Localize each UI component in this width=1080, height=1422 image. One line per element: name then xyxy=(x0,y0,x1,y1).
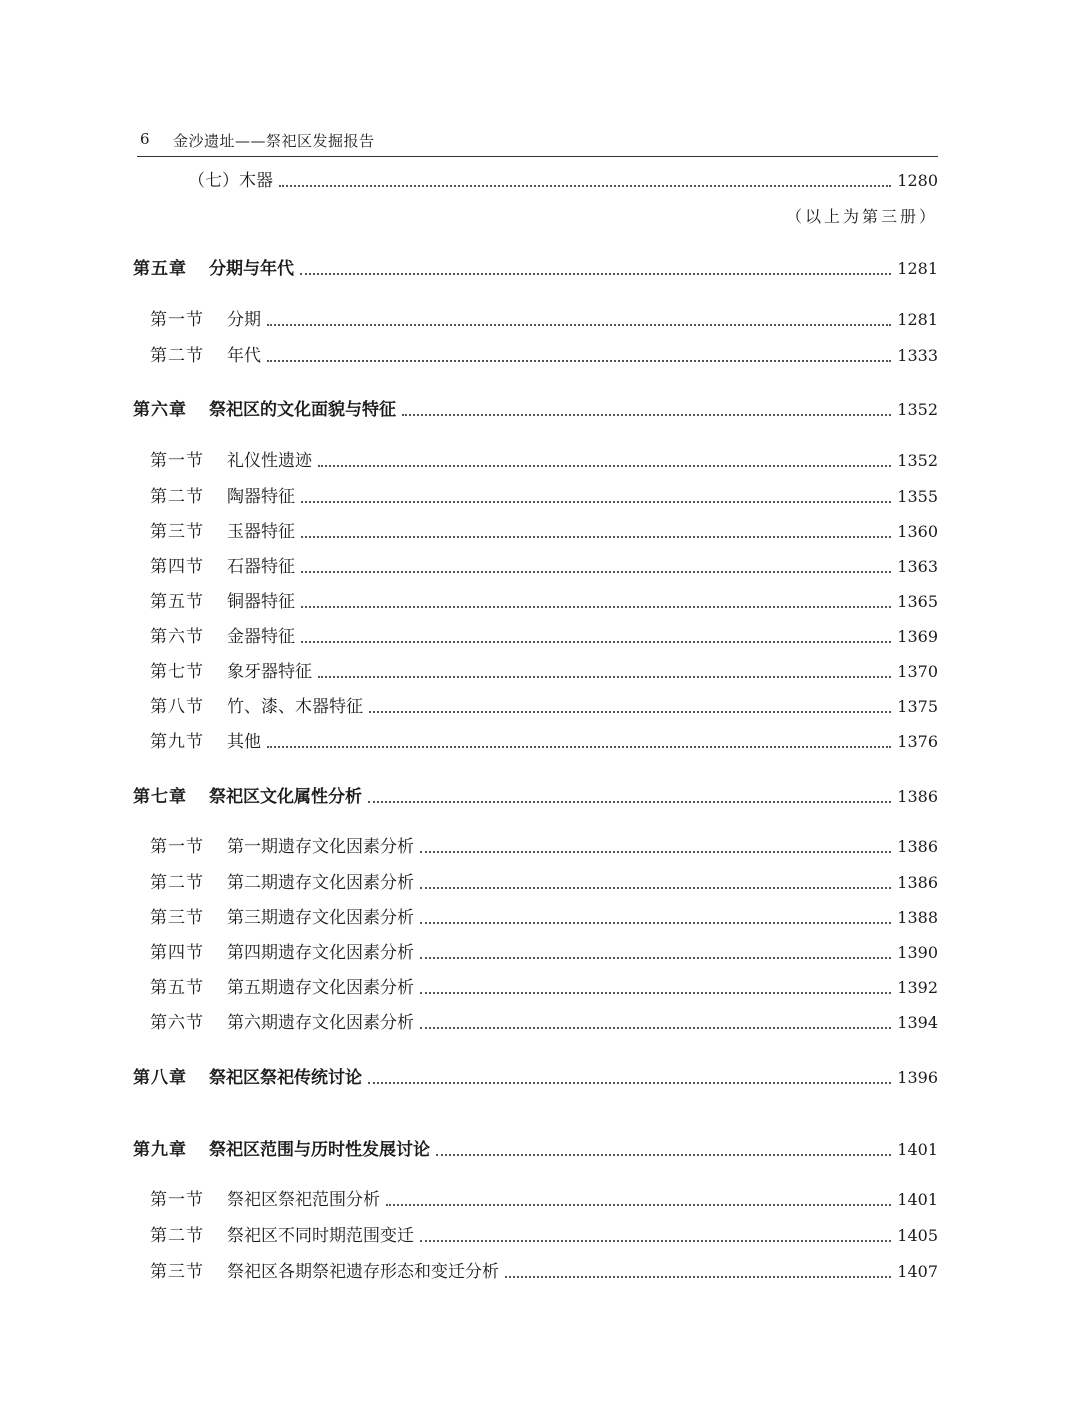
entry-page: 1376 xyxy=(897,732,938,751)
entry-page: 1386 xyxy=(897,837,938,856)
entry-page: 1333 xyxy=(897,346,938,365)
section-title: 祭祀区祭祀范围分析 xyxy=(227,1190,380,1210)
section-number: 第六节 xyxy=(150,627,204,647)
section-title: 陶器特征 xyxy=(227,487,295,507)
volume-note: （以上为第三册） xyxy=(785,207,938,226)
section-title: 礼仪性遗迹 xyxy=(227,451,312,471)
dot-leader xyxy=(267,360,891,362)
section-title: 金器特征 xyxy=(227,627,295,647)
section-number: 第三节 xyxy=(150,1262,204,1282)
dot-leader xyxy=(368,801,891,803)
section-number: 第二节 xyxy=(150,487,204,507)
dot-leader xyxy=(267,746,891,748)
dot-leader xyxy=(318,676,891,678)
toc-entry-section[interactable] xyxy=(150,307,938,331)
entry-page: 1360 xyxy=(897,522,938,541)
entry-page: 1386 xyxy=(897,873,938,892)
entry-page: 1281 xyxy=(897,259,938,278)
dot-leader xyxy=(369,711,891,713)
toc-entry-section[interactable] xyxy=(150,905,938,929)
entry-page: 1401 xyxy=(897,1190,938,1209)
section-number: 第八节 xyxy=(150,697,204,717)
running-header xyxy=(137,128,938,157)
dot-leader xyxy=(267,324,891,326)
chapter-title: 祭祀区的文化面貌与特征 xyxy=(209,400,396,420)
section-number: 第四节 xyxy=(150,557,204,577)
dot-leader xyxy=(420,851,891,853)
chapter-number: 第八章 xyxy=(133,1068,187,1088)
dot-leader xyxy=(301,536,891,538)
section-title: 铜器特征 xyxy=(227,592,295,612)
chapter-number: 第五章 xyxy=(133,259,187,279)
chapter-number: 第九章 xyxy=(133,1140,187,1160)
section-number: 第三节 xyxy=(150,908,204,928)
section-title: 第三期遗存文化因素分析 xyxy=(227,908,414,928)
section-title: 年代 xyxy=(227,346,261,366)
section-number: 第四节 xyxy=(150,943,204,963)
entry-title: （七）木器 xyxy=(188,171,273,191)
dot-leader xyxy=(279,185,891,187)
dot-leader xyxy=(420,992,891,994)
entry-page: 1352 xyxy=(897,400,938,419)
dot-leader xyxy=(420,957,891,959)
section-number: 第六节 xyxy=(150,1013,204,1033)
toc-entry-chapter[interactable] xyxy=(133,1065,938,1089)
toc-entry-section[interactable] xyxy=(150,343,938,367)
entry-page: 1394 xyxy=(897,1013,938,1032)
section-number: 第一节 xyxy=(150,837,204,857)
section-title: 祭祀区各期祭祀遗存形态和变迁分析 xyxy=(227,1262,499,1282)
section-number: 第一节 xyxy=(150,310,204,330)
section-number: 第三节 xyxy=(150,522,204,542)
section-number: 第五节 xyxy=(150,978,204,998)
toc-entry-section[interactable] xyxy=(150,870,938,894)
dot-leader xyxy=(402,414,891,416)
entry-page: 1365 xyxy=(897,592,938,611)
dot-leader xyxy=(420,1240,891,1242)
section-number: 第一节 xyxy=(150,1190,204,1210)
entry-page: 1386 xyxy=(897,787,938,806)
toc-entry-section[interactable] xyxy=(150,659,938,683)
toc-entry-section[interactable] xyxy=(150,624,938,648)
entry-page: 1392 xyxy=(897,978,938,997)
entry-page: 1407 xyxy=(897,1262,938,1281)
toc-entry-section[interactable] xyxy=(150,729,938,753)
dot-leader xyxy=(386,1204,891,1206)
entry-page: 1363 xyxy=(897,557,938,576)
dot-leader xyxy=(318,465,891,467)
entry-page: 1280 xyxy=(897,171,938,190)
entry-page: 1405 xyxy=(897,1226,938,1245)
section-number: 第二节 xyxy=(150,873,204,893)
entry-page: 1390 xyxy=(897,943,938,962)
dot-leader xyxy=(420,887,891,889)
dot-leader xyxy=(301,501,891,503)
chapter-title: 祭祀区祭祀传统讨论 xyxy=(209,1068,362,1088)
dot-leader xyxy=(300,273,891,275)
section-number: 第二节 xyxy=(150,346,204,366)
toc-entry-section[interactable] xyxy=(150,940,938,964)
toc-entry-section[interactable] xyxy=(150,1259,938,1283)
entry-page: 1355 xyxy=(897,487,938,506)
section-number: 第一节 xyxy=(150,451,204,471)
section-number: 第五节 xyxy=(150,592,204,612)
section-number: 第二节 xyxy=(150,1226,204,1246)
toc-entry-section[interactable] xyxy=(150,1223,938,1247)
section-number: 第七节 xyxy=(150,662,204,682)
toc-entry-section[interactable] xyxy=(150,975,938,999)
dot-leader xyxy=(420,922,891,924)
entry-page: 1369 xyxy=(897,627,938,646)
section-title: 竹、漆、木器特征 xyxy=(227,697,363,717)
toc-entry-subsection[interactable] xyxy=(188,168,938,192)
section-title: 第五期遗存文化因素分析 xyxy=(227,978,414,998)
toc-entry-section[interactable] xyxy=(150,589,938,613)
entry-page: 1388 xyxy=(897,908,938,927)
section-title: 分期 xyxy=(227,310,261,330)
dot-leader xyxy=(301,571,891,573)
dot-leader xyxy=(301,641,891,643)
chapter-title: 祭祀区范围与历时性发展讨论 xyxy=(209,1140,430,1160)
section-title: 石器特征 xyxy=(227,557,295,577)
section-title: 第六期遗存文化因素分析 xyxy=(227,1013,414,1033)
dot-leader xyxy=(301,606,891,608)
entry-page: 1401 xyxy=(897,1140,938,1159)
section-number: 第九节 xyxy=(150,732,204,752)
chapter-title: 祭祀区文化属性分析 xyxy=(209,787,362,807)
chapter-title: 分期与年代 xyxy=(209,259,294,279)
toc-entry-chapter[interactable] xyxy=(133,1137,938,1161)
toc-entry-section[interactable] xyxy=(150,519,938,543)
toc-entry-section[interactable] xyxy=(150,1187,938,1211)
entry-page: 1281 xyxy=(897,310,938,329)
dot-leader xyxy=(420,1027,891,1029)
entry-page: 1370 xyxy=(897,662,938,681)
dot-leader xyxy=(505,1276,891,1278)
toc-entry-chapter[interactable] xyxy=(133,256,938,280)
toc-entry-section[interactable] xyxy=(150,448,938,472)
entry-page: 1396 xyxy=(897,1068,938,1087)
section-title: 玉器特征 xyxy=(227,522,295,542)
dot-leader xyxy=(368,1082,891,1084)
toc-entry-section[interactable] xyxy=(150,834,938,858)
section-title: 象牙器特征 xyxy=(227,662,312,682)
entry-page: 1375 xyxy=(897,697,938,716)
toc-entry-section[interactable] xyxy=(150,1010,938,1034)
toc-entry-section[interactable] xyxy=(150,484,938,508)
section-title: 第一期遗存文化因素分析 xyxy=(227,837,414,857)
dot-leader xyxy=(436,1154,891,1156)
section-title: 第四期遗存文化因素分析 xyxy=(227,943,414,963)
toc-entry-section[interactable] xyxy=(150,554,938,578)
page-number: 6 xyxy=(140,130,150,148)
section-title: 其他 xyxy=(227,732,261,752)
toc-entry-chapter[interactable] xyxy=(133,397,938,421)
section-title: 第二期遗存文化因素分析 xyxy=(227,873,414,893)
toc-entry-chapter[interactable] xyxy=(133,784,938,808)
toc-entry-section[interactable] xyxy=(150,694,938,718)
chapter-number: 第六章 xyxy=(133,400,187,420)
running-title: 金沙遗址——祭祀区发掘报告 xyxy=(173,132,375,150)
chapter-number: 第七章 xyxy=(133,787,187,807)
entry-page: 1352 xyxy=(897,451,938,470)
section-title: 祭祀区不同时期范围变迁 xyxy=(227,1226,414,1246)
